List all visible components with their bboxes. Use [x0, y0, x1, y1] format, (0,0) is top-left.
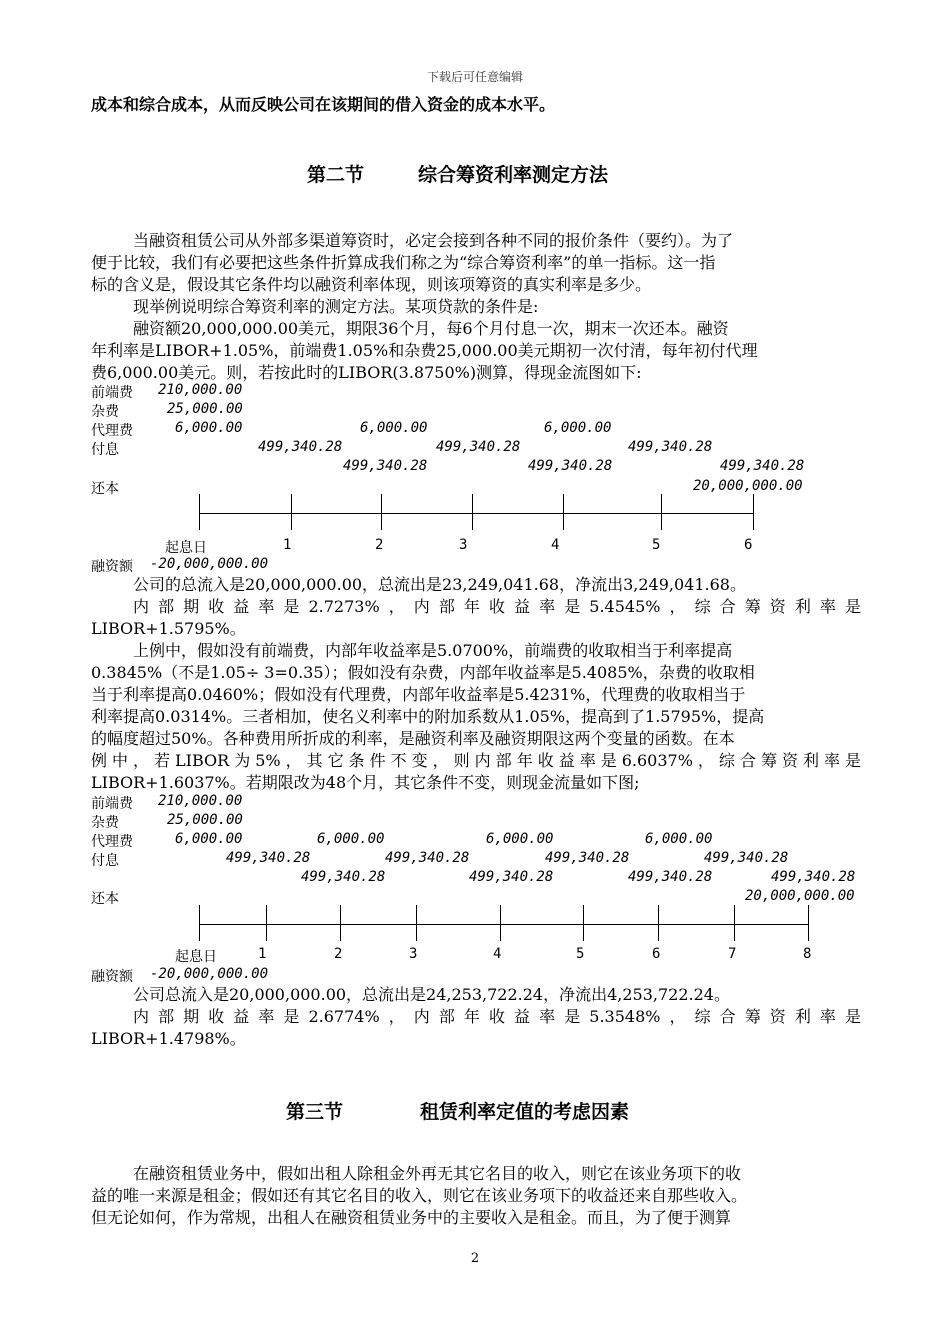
paragraph-line: 费6,000.00美元。则，若按此时的LIBOR(3.8750%)测算，得现金流图如下: [91, 363, 642, 382]
misc-fee-value: 25,000.00 [167, 401, 243, 417]
section2-number: 第二节 [307, 164, 365, 186]
front-fee-value: 210,000.00 [158, 793, 243, 809]
tick-label: 4 [551, 537, 560, 553]
timeline-tick [381, 494, 382, 530]
timeline-tick [583, 905, 584, 941]
timeline-axis [199, 924, 809, 925]
principal-value: 20,000,000.00 [693, 478, 803, 494]
interest-value: 499,340.28 [628, 439, 713, 455]
paragraph-line: 内部期收益率是2.6774%，内部年收益率是5.3548%，综合筹资利率是 [133, 1007, 861, 1026]
front-fee-value: 210,000.00 [158, 382, 243, 398]
section3-title: 租赁利率定值的考虑因素 [420, 1101, 630, 1123]
page-header: 下载后可任意编辑 [426, 70, 523, 84]
tick-label: 4 [493, 946, 502, 962]
timeline-tick [291, 494, 292, 530]
row-label-interest: 付息 [91, 853, 119, 869]
tick-label: 8 [803, 946, 812, 962]
timeline-tick [661, 494, 662, 530]
timeline-tick [808, 905, 809, 941]
agent-fee-value: 6,000.00 [175, 420, 243, 436]
tick-label: 3 [409, 946, 418, 962]
section3-number: 第三节 [286, 1101, 344, 1123]
interest-value: 499,340.28 [226, 850, 311, 866]
timeline-tick [199, 494, 200, 530]
intro-line: 成本和综合成本，从而反映公司在该期间的借入资金的成本水平。 [91, 95, 556, 114]
interest-value: 499,340.28 [628, 869, 713, 885]
row-label-interest: 付息 [91, 442, 119, 458]
paragraph-line: 年利率是LIBOR+1.05%，前端费1.05%和杂费25,000.00美元期初一次付清，每年初付代理 [91, 341, 758, 360]
row-label-agent-fee: 代理费 [91, 423, 133, 439]
paragraph-line: 公司的总流入是20,000,000.00，总流出是23,249,041.68，净流出3,249,041.68。 [133, 575, 746, 594]
tick-label: 5 [652, 537, 661, 553]
paragraph-line: 的幅度超过50%。各种费用所折成的利率，是融资利率及融资期限这两个变量的函数。在本 [91, 729, 735, 748]
financing-label: 融资额 [91, 559, 133, 575]
section2-title: 综合筹资利率测定方法 [418, 164, 609, 186]
row-label-agent-fee: 代理费 [91, 834, 133, 850]
interest-value: 499,340.28 [720, 458, 805, 474]
paragraph-1 [91, 230, 861, 384]
row-label-principal: 还本 [91, 481, 119, 497]
paragraph-line: LIBOR+1.5795%。 [91, 619, 246, 638]
paragraph-line: 当于利率提高0.0460%；假如没有代理费，内部年收益率是5.4231%，代理费的收取相当于 [91, 685, 746, 704]
agent-fee-value: 6,000.00 [317, 831, 385, 847]
tick-label: 起息日 [175, 949, 217, 965]
interest-value: 499,340.28 [469, 869, 554, 885]
agent-fee-value: 6,000.00 [544, 420, 612, 436]
interest-value: 499,340.28 [704, 850, 789, 866]
timeline-tick [472, 494, 473, 530]
agent-fee-value: 6,000.00 [486, 831, 554, 847]
paragraph-line: 0.3845%（不是1.05÷ 3=0.35）；假如没有杂费，内部年收益率是5.4085%，杂费的收取相 [91, 663, 755, 682]
row-label-misc-fee: 杂费 [91, 404, 119, 420]
misc-fee-value: 25,000.00 [167, 812, 243, 828]
paragraph-line: 当融资租赁公司从外部多渠道筹资时，必定会接到各种不同的报价条件（要约）。为了 [133, 231, 734, 250]
tick-label: 6 [744, 537, 753, 553]
paragraph-line: 益的唯一来源是租金；假如还有其它名目的收入，则它在该业务项下的收益还来自那些收入。 [91, 1186, 748, 1205]
tick-label: 1 [283, 537, 292, 553]
paragraph-4 [91, 640, 861, 794]
tick-label: 6 [652, 946, 661, 962]
interest-value: 499,340.28 [343, 458, 428, 474]
paragraph-line: 公司总流入是20,000,000.00，总流出是24,253,722.24，净流出4,253,722.24。 [133, 985, 730, 1004]
agent-fee-value: 6,000.00 [645, 831, 713, 847]
interest-value: 499,340.28 [301, 869, 386, 885]
interest-value: 499,340.28 [385, 850, 470, 866]
row-label-front-fee: 前端费 [91, 796, 133, 812]
interest-value: 499,340.28 [545, 850, 630, 866]
paragraph-line: 在融资租赁业务中，假如出租人除租金外再无其它名目的收入，则它在该业务项下的收 [133, 1164, 742, 1183]
paragraph-line: 现举例说明综合筹资利率的测定方法。某项贷款的条件是: [133, 297, 539, 316]
tick-label: 2 [334, 946, 343, 962]
paragraph-5 [91, 1163, 861, 1229]
paragraph-line: 内部期收益率是2.7273%，内部年收益率是5.4545%，综合筹资利率是 [133, 597, 861, 616]
financing-value: -20,000,000.00 [150, 556, 269, 572]
agent-fee-value: 6,000.00 [175, 831, 243, 847]
paragraph-line: 融资额20,000,000.00美元，期限36个月，每6个月付息一次，期末一次还本。融资 [133, 319, 729, 338]
row-label-front-fee: 前端费 [91, 385, 133, 401]
tick-label: 7 [728, 946, 737, 962]
tick-label: 3 [459, 537, 468, 553]
page-number: 2 [470, 1251, 480, 1266]
tick-label: 起息日 [165, 540, 207, 556]
agent-fee-value: 6,000.00 [360, 420, 428, 436]
paragraph-line: 利率提高0.0314%。三者相加，使名义利率中的附加系数从1.05%，提高到了1.5795%，提高 [91, 707, 765, 726]
interest-value: 499,340.28 [771, 869, 856, 885]
paragraph-line: LIBOR+1.6037%。若期限改为48个月，其它条件不变，则现金流量如下图; [91, 773, 640, 792]
timeline-tick [734, 905, 735, 941]
timeline-tick [199, 905, 200, 941]
paragraph-line: 例中，若LIBOR为5%，其它条件不变，则内部年收益率是6.6037%，综合筹资利率是 [91, 751, 861, 770]
tick-label: 1 [258, 946, 267, 962]
timeline-tick [563, 494, 564, 530]
paragraph-line: 便于比较，我们有必要把这些条件折算成我们称之为“综合筹资利率”的单一指标。这一指 [91, 253, 716, 272]
timeline-axis [199, 513, 754, 514]
paragraph-line: LIBOR+1.4798%。 [91, 1029, 246, 1048]
timeline-tick [753, 494, 754, 530]
paragraph-line: 标的含义是，假设其它条件均以融资利率体现，则该项筹资的真实利率是多少。 [91, 275, 652, 294]
financing-label: 融资额 [91, 969, 133, 985]
paragraph-summary-1 [91, 574, 861, 640]
row-label-misc-fee: 杂费 [91, 815, 119, 831]
interest-value: 499,340.28 [436, 439, 521, 455]
timeline-tick [340, 905, 341, 941]
row-label-principal: 还本 [91, 891, 119, 907]
timeline-tick [266, 905, 267, 941]
principal-value: 20,000,000.00 [745, 888, 855, 904]
tick-label: 2 [375, 537, 384, 553]
timeline-tick [416, 905, 417, 941]
paragraph-line: 但无论如何，作为常规，出租人在融资租赁业务中的主要收入是租金。而且，为了便于测算 [91, 1208, 732, 1227]
paragraph-line: 上例中，假如没有前端费，内部年收益率是5.0700%，前端费的收取相当于利率提高 [133, 641, 733, 660]
tick-label: 5 [576, 946, 585, 962]
timeline-tick [500, 905, 501, 941]
interest-value: 499,340.28 [528, 458, 613, 474]
financing-value: -20,000,000.00 [150, 966, 269, 982]
timeline-tick [658, 905, 659, 941]
interest-value: 499,340.28 [258, 439, 343, 455]
paragraph-summary-2 [91, 984, 861, 1050]
